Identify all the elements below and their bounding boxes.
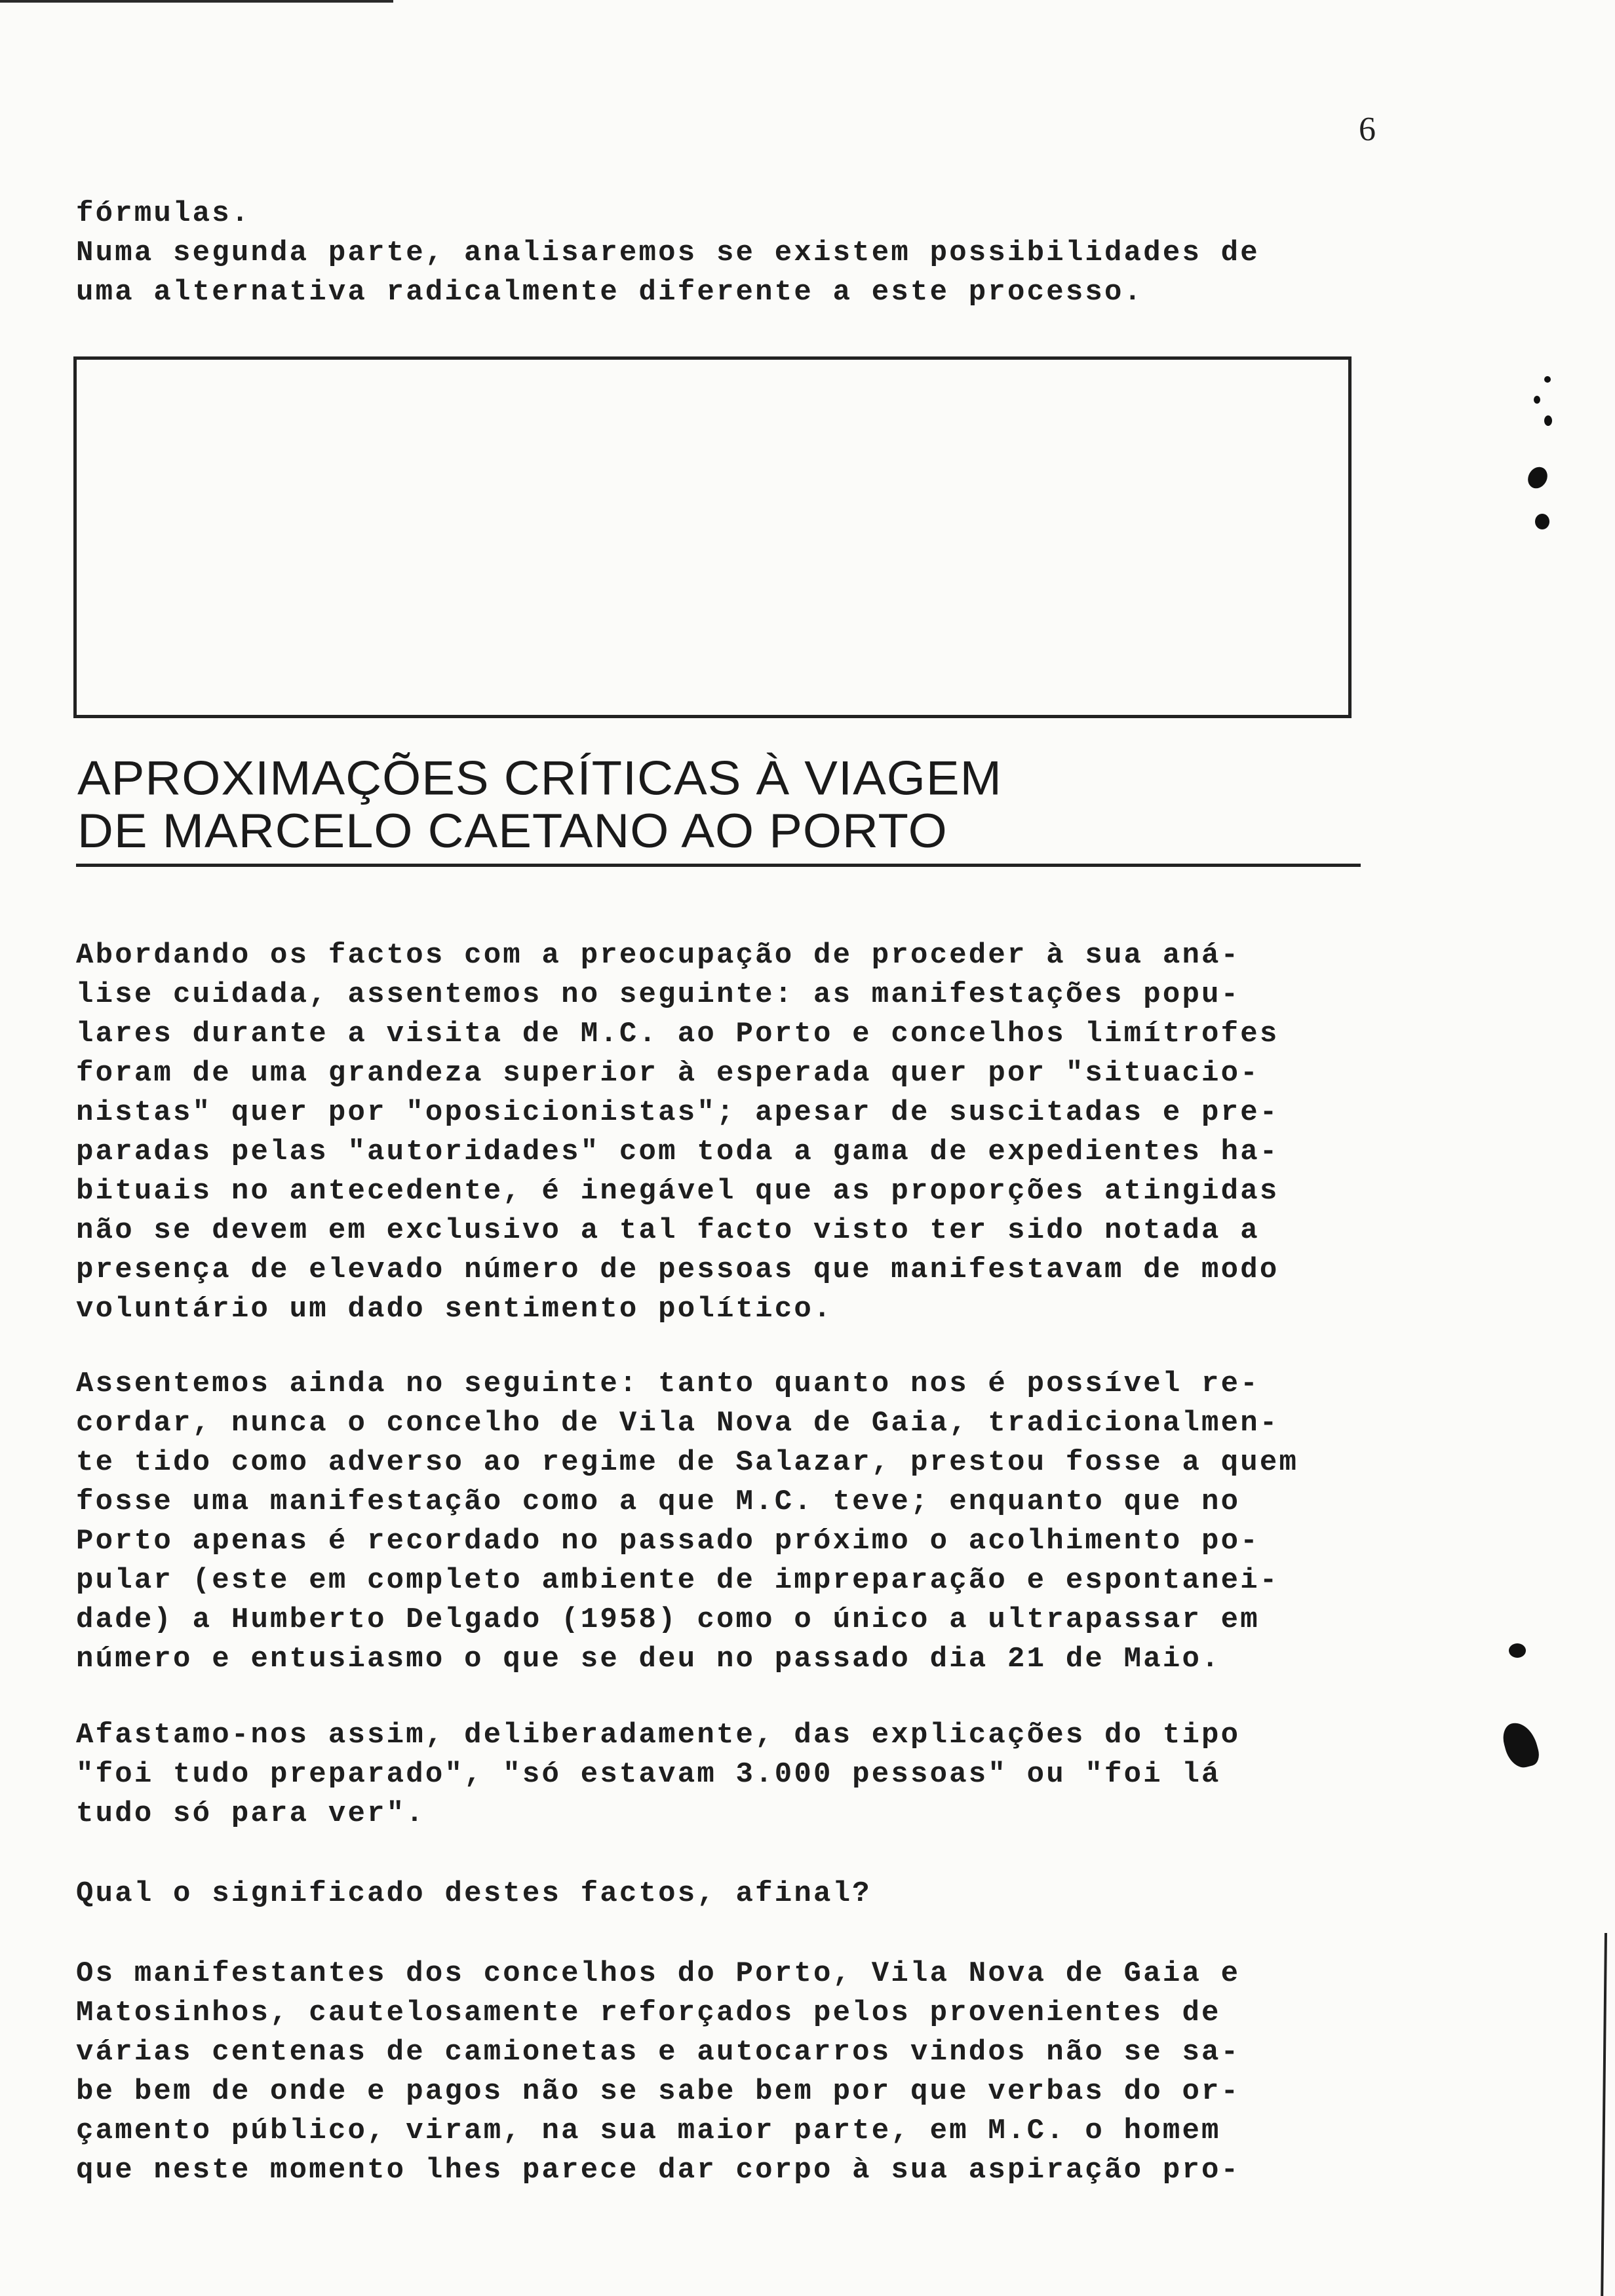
ink-speck <box>1524 463 1551 491</box>
paragraph-3 <box>76 1715 1380 1833</box>
text-line: bituais no antecedente, é inegável que as proporções atingidas <box>76 1175 1279 1208</box>
ink-speck <box>1544 415 1552 426</box>
text-line: çamento público, viram, na sua maior parte, em M.C. o homem <box>76 2114 1221 2147</box>
heading-line-2: DE MARCELO CAETANO AO PORTO <box>77 804 948 858</box>
text-line: voluntário um dado sentimento político. <box>76 1293 833 1326</box>
text-line: dade) a Humberto Delgado (1958) como o único a ultrapassar em <box>76 1603 1260 1636</box>
text-line: pular (este em completo ambiente de impreparação e espontanei- <box>76 1564 1279 1597</box>
text-line: paradas pelas "autoridades" com toda a gama de expedientes ha- <box>76 1136 1279 1168</box>
top-edge-rule <box>0 0 393 3</box>
ink-speck <box>1535 514 1549 529</box>
text-line: Abordando os factos com a preocupação de proceder à sua aná- <box>76 939 1241 972</box>
paragraph-2 <box>76 1364 1380 1679</box>
text-line: Os manifestantes dos concelhos do Porto, Vila Nova de Gaia e <box>76 1957 1241 1990</box>
text-line: Matosinhos, cautelosamente reforçados pelos provenientes de <box>76 1997 1221 2029</box>
text-line: te tido como adverso ao regime de Salazar, prestou fosse a quem <box>76 1446 1299 1479</box>
text-line: cordar, nunca o concelho de Vila Nova de Gaia, tradicionalmen- <box>76 1407 1279 1440</box>
text-line: foram de uma grandeza superior à esperada quer por "situacio- <box>76 1057 1260 1090</box>
text-line: não se devem em exclusivo a tal facto visto ter sido notada a <box>76 1214 1260 1247</box>
ink-speck <box>1500 1719 1542 1771</box>
heading-line-1: APROXIMAÇÕES CRÍTICAS À VIAGEM <box>77 752 1002 805</box>
text-line: lise cuidada, assentemos no seguinte: as manifestações popu- <box>76 978 1241 1011</box>
text-line: número e entusiasmo o que se deu no passado dia 21 de Maio. <box>76 1643 1221 1675</box>
text-line: Afastamo-nos assim, deliberadamente, das explicações do tipo <box>76 1719 1241 1751</box>
intro-text <box>76 194 1380 312</box>
page-number: 6 <box>1359 111 1376 148</box>
paragraph-4 <box>76 1874 1380 1913</box>
ink-speck <box>1544 376 1551 383</box>
text-line: Qual o significado destes factos, afinal? <box>76 1877 872 1910</box>
section-heading <box>77 752 1126 858</box>
empty-frame-box <box>73 356 1352 718</box>
ink-speck <box>1534 396 1540 404</box>
text-line: várias centenas de camionetas e autocarros vindos não se sa- <box>76 2036 1241 2069</box>
paragraph-1 <box>76 936 1380 1329</box>
text-line: que neste momento lhes parece dar corpo à sua aspiração pro- <box>76 2154 1241 2187</box>
text-line: fórmulas. <box>76 197 251 230</box>
paragraph-5 <box>76 1954 1380 2190</box>
text-line: fosse uma manifestação como a que M.C. teve; enquanto que no <box>76 1485 1241 1518</box>
ink-speck <box>1509 1643 1526 1658</box>
text-line: Assentemos ainda no seguinte: tanto quanto nos é possível re- <box>76 1368 1260 1400</box>
text-line: uma alternativa radicalmente diferente a este processo. <box>76 276 1144 309</box>
page-edge-shadow <box>1601 1933 1607 2296</box>
text-line: Porto apenas é recordado no passado próximo o acolhimento po- <box>76 1525 1260 1558</box>
text-line: tudo só para ver". <box>76 1797 425 1830</box>
text-line: nistas" quer por "oposicionistas"; apesar de suscitadas e pre- <box>76 1096 1279 1129</box>
text-line: Numa segunda parte, analisaremos se existem possibilidades de <box>76 237 1260 269</box>
text-line: "foi tudo preparado", "só estavam 3.000 pessoas" ou "foi lá <box>76 1758 1221 1791</box>
heading-underline <box>76 864 1361 867</box>
text-line: be bem de onde e pagos não se sabe bem por que verbas do or- <box>76 2075 1241 2108</box>
text-line: lares durante a visita de M.C. ao Porto e concelhos limítrofes <box>76 1018 1279 1050</box>
text-line: presença de elevado número de pessoas que manifestavam de modo <box>76 1253 1279 1286</box>
